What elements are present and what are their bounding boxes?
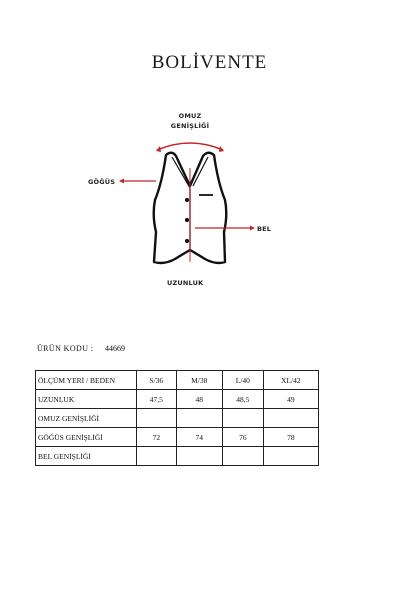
row-label: OMUZ GENİŞLİĞİ <box>36 409 137 428</box>
table-cell <box>263 409 318 428</box>
table-header-row <box>36 371 319 390</box>
chest-label: GÖĞÜS <box>88 178 116 186</box>
button-1 <box>185 198 189 202</box>
shoulder-label-line2: GENİŞLİĞİ <box>170 122 210 130</box>
row-label: UZUNLUK <box>36 390 137 409</box>
table-row <box>36 447 319 466</box>
table-cell <box>263 447 318 466</box>
product-code-label: ÜRÜN KODU : <box>37 344 94 353</box>
button-2 <box>185 218 189 222</box>
table-cell <box>176 409 222 428</box>
header-cell: M/38 <box>176 371 222 390</box>
chest-arrowhead <box>119 179 124 184</box>
row-label: BEL GENİŞLİĞİ <box>36 447 137 466</box>
table-cell: 76 <box>222 428 263 447</box>
length-label: UZUNLUK <box>167 279 204 287</box>
header-cell: L/40 <box>222 371 263 390</box>
table-cell <box>137 447 177 466</box>
table-row <box>36 390 319 409</box>
shoulder-arc <box>157 143 223 150</box>
table-cell: 48 <box>176 390 222 409</box>
table-row <box>36 409 319 428</box>
shoulder-label-line1: OMUZ <box>178 112 202 120</box>
waist-label: BEL <box>257 225 272 233</box>
table-cell <box>222 409 263 428</box>
table-row <box>36 428 319 447</box>
shoulder-arrow-right <box>219 146 224 152</box>
button-3 <box>185 239 189 243</box>
shoulder-arrow-left <box>156 146 161 152</box>
header-cell: ÖLÇÜM YERİ / BEDEN <box>36 371 137 390</box>
header-cell: S/36 <box>137 371 177 390</box>
product-code-value: 44669 <box>105 344 125 353</box>
table-cell <box>222 447 263 466</box>
size-table <box>35 370 319 466</box>
table-cell: 74 <box>176 428 222 447</box>
table-cell: 48,5 <box>222 390 263 409</box>
brand-logo: BOLİVENTE <box>151 52 268 73</box>
table-cell: 72 <box>137 428 177 447</box>
table-cell: 47,5 <box>137 390 177 409</box>
table-cell <box>137 409 177 428</box>
table-cell <box>176 447 222 466</box>
table-cell: 49 <box>263 390 318 409</box>
table-cell: 78 <box>263 428 318 447</box>
row-label: GÖĞÜS GENİŞLİĞİ <box>36 428 137 447</box>
header-cell: XL/42 <box>263 371 318 390</box>
waist-arrowhead <box>250 226 255 231</box>
